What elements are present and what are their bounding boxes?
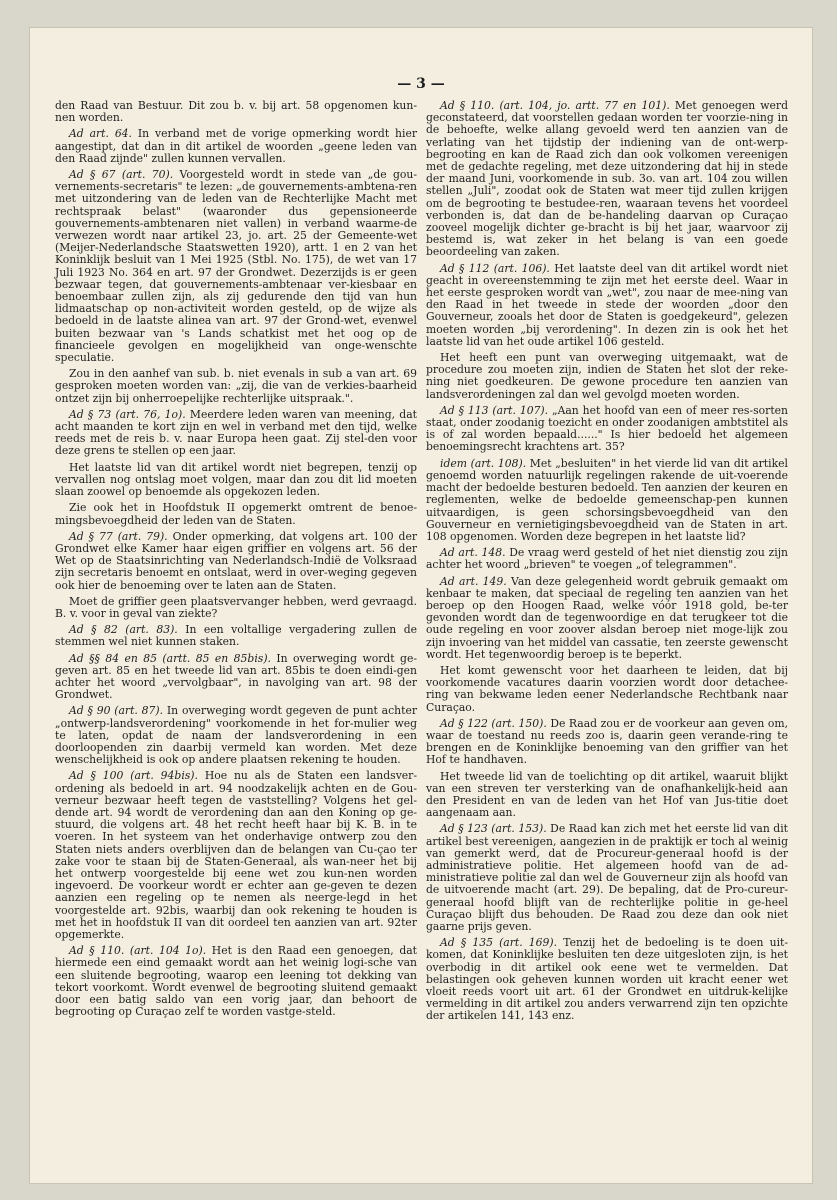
- paragraph-text: Met „besluiten" in het vierde lid van dit artikel genoemd worden natuurlijk regelingen rakende de uit-voerende macht der bedoelde besturen bedoeld. Ten aanzien der keuren en reglementen, welke de bedoelde gemeenschap-pen kunnen uitvaardigen, is geen schorsingsbevoegdheid van den Gouverneur en vernietigingsbevoegdheid van de Staten in art. 108 opgenomen. Worden deze begrepen in het laatste lid?: [426, 456, 788, 543]
- paragraph: [55, 531, 417, 592]
- paragraph: [426, 823, 788, 933]
- article-reference: Ad § 77 (art. 79).: [69, 529, 168, 543]
- article-reference: Ad § 100 (art. 94bis).: [69, 769, 198, 783]
- paragraph: [426, 576, 788, 661]
- paragraph-text: Meerdere leden waren van meening, dat acht maanden te kort zijn en wel in verband met den tijd, welke reeds met de reis b. v. naar Europa heen gaat. Zij stel-den voor deze grens te stellen op een jaar.: [55, 407, 417, 458]
- paragraph: [426, 771, 788, 820]
- paragraph: [55, 128, 417, 165]
- paragraph-text: Tenzij het de bedoeling is te doen uit-komen, dat Koninklijke besluiten ten deze uitgesloten zijn, is het overbodig in dit artikel ook eene wet te vermelden. Dat belastingen ook geheven kunnen worden uit kracht eener wet vloeit reeds voort uit art. 61 der Grondwet en uitdruk-kelijke vermelding in dit artikel zou anders verwarrend zijn ten opzichte der artikelen 141, 143 enz.: [426, 936, 789, 1023]
- paragraph: [55, 705, 417, 766]
- paragraph: [55, 770, 417, 941]
- article-reference: Ad art. 149.: [440, 574, 507, 588]
- paragraph-text: In overweging wordt ge-geven art. 85 en het tweede lid van art. 85bis te doen eindi-gen achter het woord „vervolgbaar", in navolging van art. 98 der Grondwet.: [55, 651, 417, 702]
- paragraph-text: In een voltallige vergadering zullen de stemmen wel niet kunnen staken.: [55, 623, 417, 649]
- article-reference: Ad §§ 84 en 85 (artt. 85 en 85bis).: [69, 651, 271, 665]
- article-reference: Ad art. 64.: [69, 127, 132, 141]
- document-page: [30, 28, 812, 1183]
- paragraph-text: De Raad zou er de voorkeur aan geven om, waar de toestand nu reeds zoo is, daarin geen verande-ring te brengen en de Koninklijke benoeming van den griffier van het Hof te handhaven.: [426, 716, 788, 767]
- paragraph: [55, 462, 417, 499]
- paragraph-text: „Aan het hoofd van een of meer res-sorten staat, onder zoodanig toezicht en onder zoodanigen ambtstitel als is of zal worden bepaald......" Is hier bedoeld het algemeen benoemingsrecht krachtens art. 35?: [426, 403, 789, 454]
- paragraph: [426, 263, 788, 348]
- paragraph: [55, 169, 417, 364]
- paragraph-text: Van deze gelegenheid wordt gebruik gemaakt om kenbaar te maken, dat speciaal de regeling ten aanzien van het beroep op den Hoogen Raad, welke vóór 1918 gold, be-ter gevonden wordt dan de tegenwoordige en dat terugkeer tot die oude regeling en voor zoover alsdan beroep niet moge-lijk zou zijn invoering van het middel van cassatie, ten zeerste gewenscht wordt. Het tegenwoordig beroep is te beperkt.: [426, 574, 788, 661]
- article-reference: Ad § 123 (art. 153).: [440, 822, 547, 836]
- paragraph-text: Het heeft een punt van overweging uitgemaakt, wat de procedure zou moeten zijn, indien de Staten het slot der reke-ning niet goedkeuren. De gewone procedure ten aanzien van landsverordeningen zal dan wel gevolgd moeten worden.: [426, 351, 788, 401]
- paragraph: [426, 405, 788, 454]
- paragraph-text: Het laatste lid van dit artikel wordt niet begrepen, tenzij op vervallen nog ontslag moet volgen, maar dan zou dit lid moeten slaan zoowel op benoemde als opgekozen leden.: [55, 460, 417, 499]
- paragraph: [426, 352, 788, 401]
- paragraph-text: Met genoegen werd geconstateerd, dat voorstellen gedaan worden ter voorzie-ning in de behoefte, welke allang gevoeld werd ten aanzien van de verlating van het tijdstip der indiening van de ont-werp-begrooting en kan de Raad zich dan ook volkomen vereenigen met de gedachte regeling, met deze uitzondering dat hij in stede der maand Juni, voorkomende in sub. 3o. van art. 104 zou willen stellen „Juli", zoodat ook de Staten wat meer tijd zullen krijgen om de begrooting te bestudee-ren, waaraan tevens het voordeel verbonden is, dat dan de be-handeling daarvan op Curaçao zooveel mogelijk dichter ge-bracht is bij het jaar, waarvoor zij bestemd is, wat zeker in het belang is van een goede beoordeeling van zaken.: [426, 99, 788, 259]
- paragraph-text: Onder opmerking, dat volgens art. 100 der Grondwet elke Kamer haar eigen griffier en volgens art. 56 der Wet op de Staatsinrichting van Nederlandsch-Indië de Volksraad zijn secretaris benoemt en ontslaat, werd in over-weging gegeven ook hier de benoeming over te laten aan de Staten.: [55, 529, 417, 592]
- paragraph: [426, 547, 788, 571]
- article-reference: Ad § 90 (art. 87).: [69, 704, 164, 718]
- paragraph-text: Hoe nu als de Staten een landsver-ordening als bedoeld in art. 94 noodzakelijk achten en de Gou-verneur bezwaar heeft tegen de vaststelling? Volgens het gel-dende art. 94 wordt de verordening dan aan den Koning op ge-stuurd, die volgens art. 48 het recht heeft haar bij K. B. in te voeren. In het systeem van het onderhavige ontwerp zou den Staten niets anders overblijven dan de belangen van Cu-çao ter zake voor te staan bij de Staten-Generaal, als wan-neer het bij het ontwerp voorgestelde bij eene wet zou kun-nen worden ingevoerd. De voorkeur wordt er echter aan ge-geven te dezen aanzien een regeling op te nemen als neerge-legd in het voorgestelde art. 92bis, waarbij dan ook rekening te houden is met het in hoofdstuk II van dit oordeel ten aanzien van art. 92ter opgemerkte.: [55, 769, 417, 941]
- article-reference: Ad § 67 (art. 70).: [69, 168, 174, 182]
- paragraph-text: Het is den Raad een genoegen, dat hiermede een eind gemaakt wordt aan het weinig logi-sche van een sluitende begrooting, waarop een leening tot dekking van tekort voorkomt. Wordt evenwel de begrooting sluitend gemaakt door een batig saldo van een vorig jaar, dan behoort de begrooting op Curaçao zelf te worden vastge-steld.: [55, 944, 418, 1019]
- paragraph-text: den Raad van Bestuur. Dit zou b. v. bij art. 58 opgenomen kun-nen worden.: [55, 99, 417, 125]
- paragraph: [55, 596, 417, 620]
- article-reference: idem (art. 108).: [440, 456, 527, 470]
- paragraph: [426, 458, 788, 543]
- paragraph-text: In verband met de vorige opmerking wordt hier aangestipt, dat dan in dit artikel de woorden „geene leden van den Raad zijnde" zullen kunnen vervallen.: [55, 127, 417, 165]
- paragraph-text: Het komt gewenscht voor het daarheen te leiden, dat bij voorkomende vacatures daarin voorzien wordt door detachee-ring van bekwame leden eener Nederlandsche Rechtbank naar Curaçao.: [426, 663, 788, 714]
- page-number: — 3 —: [397, 76, 445, 92]
- paragraph-text: Moet de griffier geen plaatsvervanger hebben, werd gevraagd. B. v. voor in geval van ziekte?: [55, 594, 417, 620]
- paragraph-text: Het tweede lid van de toelichting op dit artikel, waaruit blijkt van een streven ter versterking van de onafhankelijk-heid aan den President en van de leden van het Hof van Jus-titie doet aangenaam aan.: [426, 769, 788, 820]
- right-column: [426, 100, 788, 1027]
- paragraph: [426, 100, 788, 259]
- paragraph: [55, 368, 417, 405]
- article-reference: Ad § 113 (art. 107).: [440, 403, 549, 417]
- paragraph: [426, 718, 788, 767]
- article-reference: Ad § 110. (art. 104, jo. artt. 77 en 101).: [440, 99, 670, 112]
- paragraph: [426, 665, 788, 714]
- paragraph: [55, 624, 417, 648]
- paragraph-text: Zou in den aanhef van sub. b. niet evenals in sub a van art. 69 gesproken moeten worden van: „zij, die van de verkies-baarheid ontzet zijn bij onherroepelijke rechterlijke uitspraak.".: [55, 367, 417, 405]
- paragraph-text: De vraag werd gesteld of het niet dienstig zou zijn achter het woord „brieven" te voegen „of telegrammen".: [426, 546, 788, 572]
- paragraph: [426, 937, 788, 1022]
- paragraph: [55, 502, 417, 526]
- paragraph: [55, 945, 417, 1018]
- paragraph-text: De Raad kan zich met het eerste lid van dit artikel best vereenigen, aangezien in de praktijk er toch al weinig van gemerkt werd, dat de Procureur-generaal hoofd is der administratieve politie. Het algemeen hoofd van de ad-ministratieve politie zal dan wel de Gouverneur zijn als hoofd van de uitvoerende macht (art. 29). De bepaling, dat de Pro-cureur-generaal hoofd blijft van de rechterlijke politie in ge-heel Curaçao blijft dus behouden. De Raad zou deze dan ook niet gaarne prijs geven.: [426, 822, 789, 933]
- article-reference: Ad § 122 (art. 150).: [440, 716, 547, 730]
- article-reference: Ad § 110. (art. 104 1o).: [69, 944, 207, 958]
- paragraph-text: In overweging wordt gegeven de punt achter „ontwerp-landsverordening" voorkomende in het for-mulier weg te laten, opdat de naam der landsverordening in een doorloopenden zin daarbij vermeld kan worden. Met deze wenschelijkheid is ook op andere plaatsen rekening te houden.: [55, 704, 418, 767]
- paragraph: [55, 653, 417, 702]
- article-reference: Ad art. 148.: [440, 546, 506, 560]
- left-column: [55, 100, 417, 1022]
- paragraph-text: Het laatste deel van dit artikel wordt niet geacht in overeenstemming te zijn met het eerste deel. Waar in het eerste gesproken wordt van „wet", zou naar de mee-ning van den Raad in het tweede in stede der woorden „door den Gouverneur, zooals het door de Staten is goedgekeurd", gelezen moeten worden „bij verordening". In dezen zin is ook het het laatste lid van het oude artikel 106 gesteld.: [426, 261, 789, 348]
- paragraph-text: Zie ook het in Hoofdstuk II opgemerkt omtrent de benoe-mingsbevoegdheid der leden van de Staten.: [55, 501, 417, 527]
- article-reference: Ad § 135 (art. 169).: [440, 936, 558, 950]
- article-reference: Ad § 73 (art. 76, 1o).: [69, 407, 186, 421]
- paragraph: [55, 100, 417, 124]
- paragraph-text: Voorgesteld wordt in stede van „de gou-vernements-secretaris" te lezen: „de gouvernements-ambtena-ren met uitzondering van de leden van de Rechterlijke Macht met rechtspraak belast" (waaronder dus gepensioneerde gouvernements-ambtenaren niet vallen) in verband waarme-de verwezen wordt naar artikel 23, jo. art. 25 der Gemeente-wet (Meijer-Nederlandsche Staatswetten 1920), artt. 1 en 2 van het Koninklijk besluit van 1 Mei 1925 (Stbl. No. 175), de wet van 17 Juli 1923 No. 364 en art. 97 der Grondwet. Dezerzijds is er geen bezwaar tegen, dat gouvernements-ambtenaar ver-kiesbaar en benoembaar zullen zijn, als zij gedurende den tijd van hun lidmaatschap op non-activiteit worden gesteld, op de wijze als bedoeld in de laatste alinea van art. 97 der Grond-wet, evenwel buiten bezwaar van 's Lands schatkist met het oog op de financieele gevolgen en mogelijkheid van onge-wenschte speculatie.: [55, 168, 417, 365]
- paragraph: [55, 409, 417, 458]
- article-reference: Ad § 82 (art. 83).: [69, 623, 178, 637]
- article-reference: Ad § 112 (art. 106).: [440, 261, 550, 275]
